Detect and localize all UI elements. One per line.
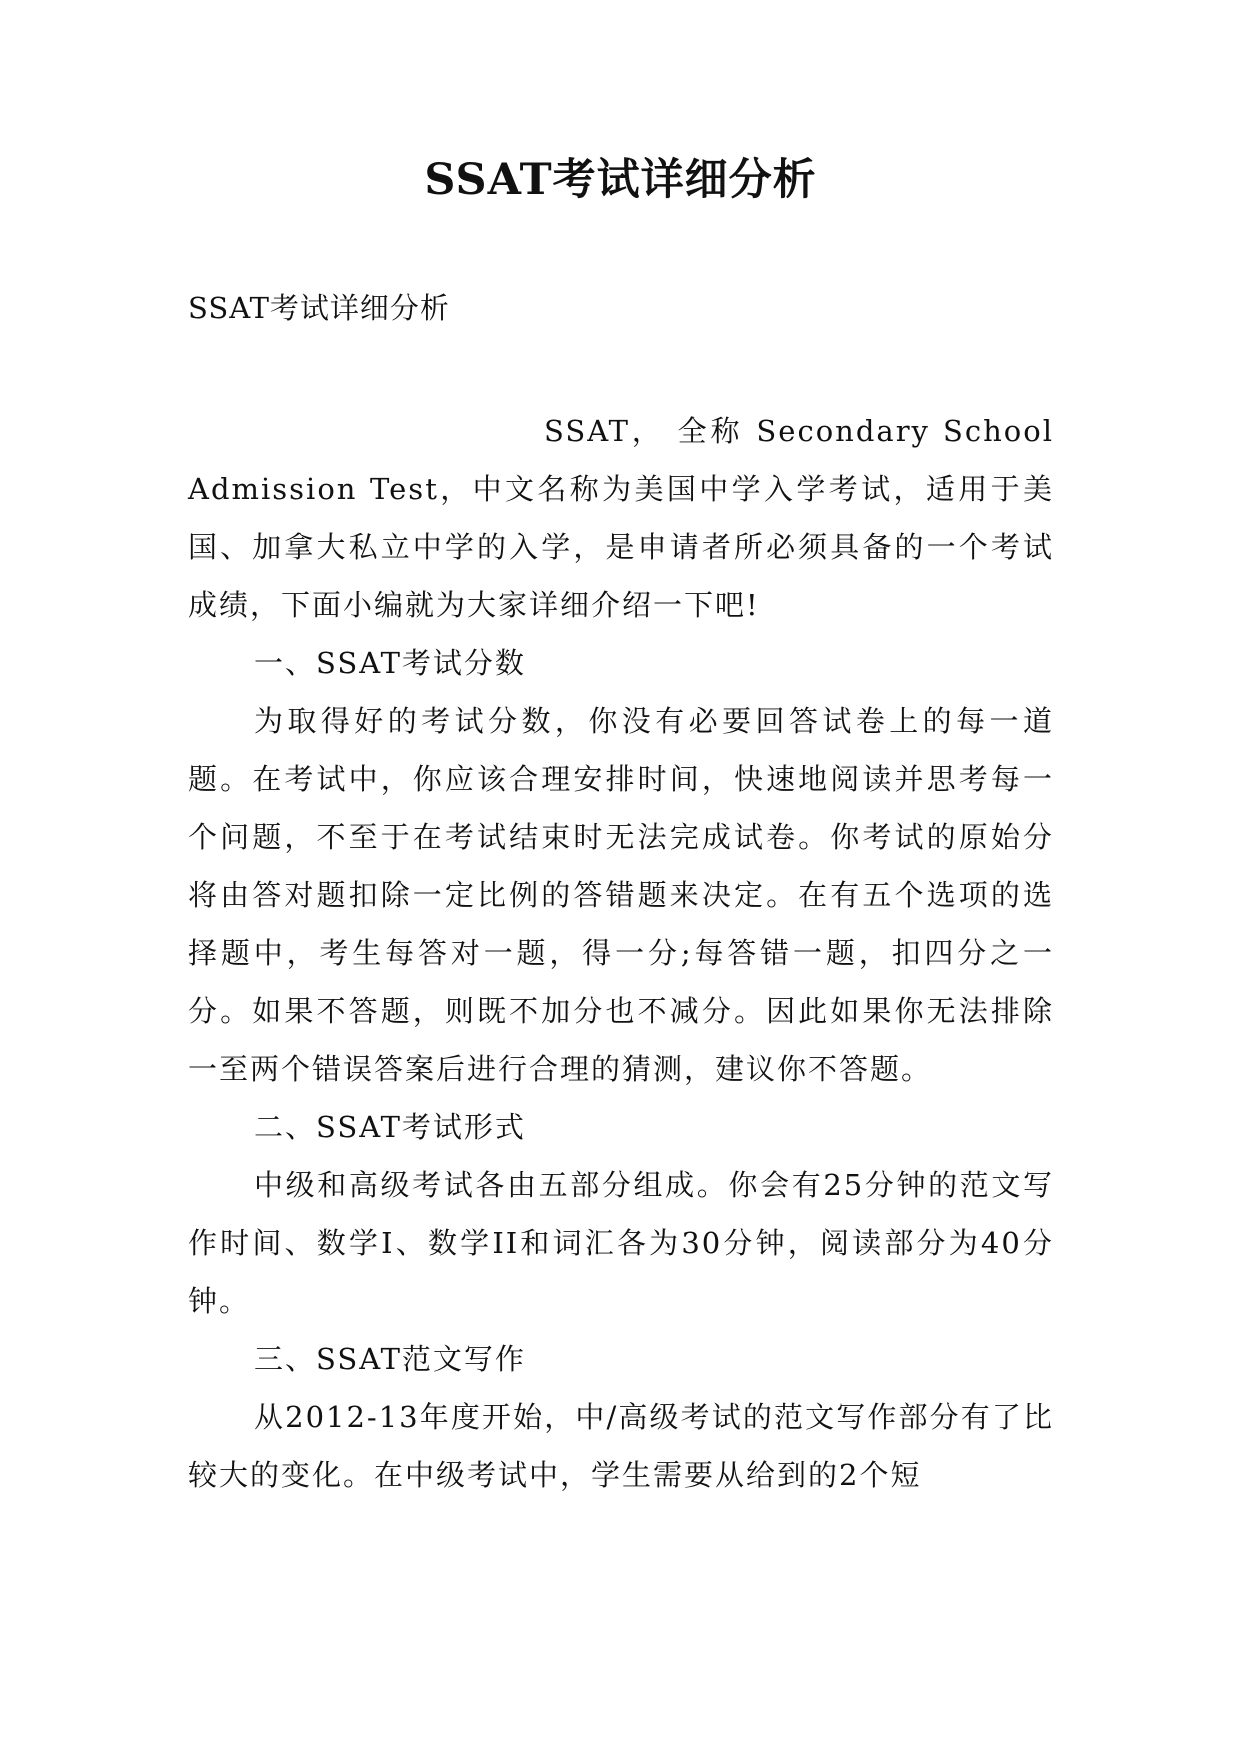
paragraph-writing: 从2012-13年度开始，中/高级考试的范文写作部分有了比较大的变化。在中级考试中，学生需要从给到的2个短 <box>188 1400 1054 1492</box>
section-heading-scores: 一、SSAT考试分数 <box>254 646 526 680</box>
document-subtitle: SSAT考试详细分析 <box>188 291 450 325</box>
section-heading-format: 二、SSAT考试形式 <box>254 1110 526 1144</box>
document-body <box>188 402 1054 1504</box>
intro-paragraph: SSAT， 全称 Secondary School Admission Test，中文名称为美国中学入学考试，适用于美国、加拿大私立中学的入学，是申请者所必须具备的一个考试成绩，下面小编就为大家详细介绍一下吧! <box>188 414 1054 622</box>
document-title: SSAT考试详细分析 <box>424 155 817 205</box>
section-heading-writing: 三、SSAT范文写作 <box>254 1342 526 1376</box>
paragraph-scores: 为取得好的考试分数，你没有必要回答试卷上的每一道题。在考试中，你应该合理安排时间，快速地阅读并思考每一个问题，不至于在考试结束时无法完成试卷。你考试的原始分将由答对题扣除一定比例的答错题来决定。在有五个选项的选择题中，考生每答对一题，得一分;每答错一题，扣四分之一分。如果不答题，则既不加分也不减分。因此如果你无法排除一至两个错误答案后进行合理的猜测，建议你不答题。 <box>188 704 1054 1086</box>
paragraph-format: 中级和高级考试各由五部分组成。你会有25分钟的范文写作时间、数学I、数学II和词汇各为30分钟，阅读部分为40分钟。 <box>188 1168 1054 1318</box>
